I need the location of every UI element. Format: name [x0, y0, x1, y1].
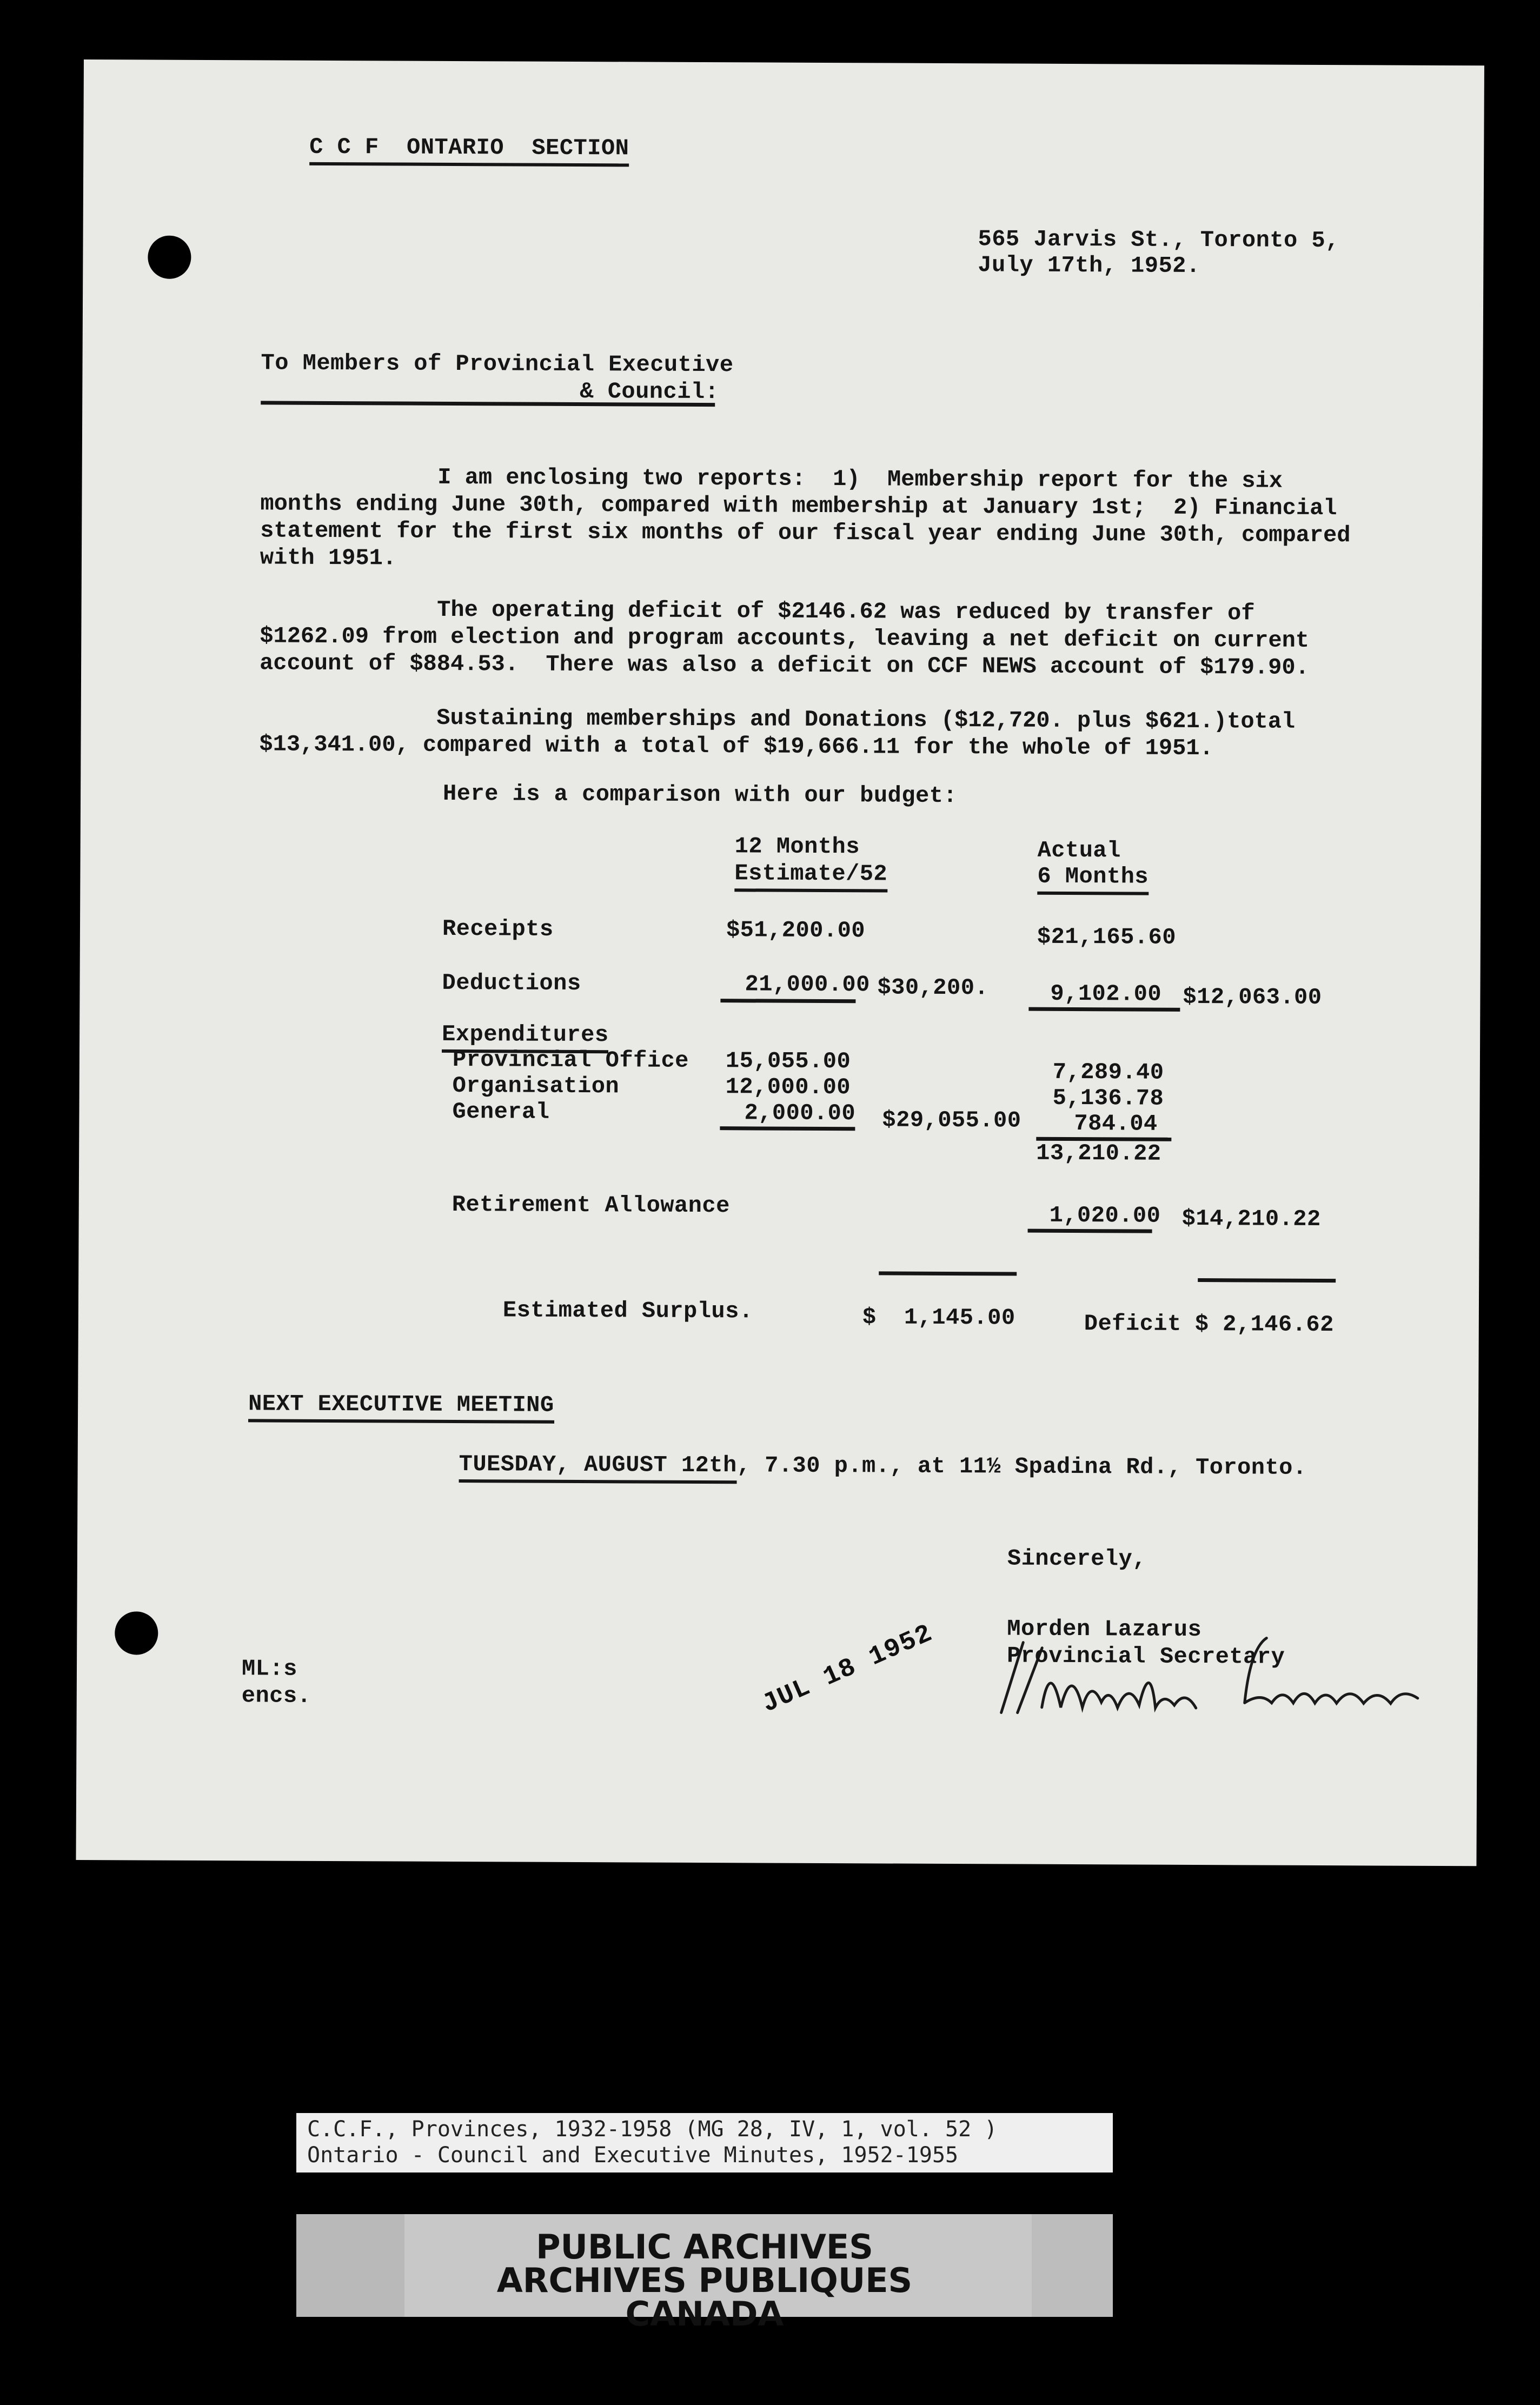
deductions-actual-underline — [1028, 1007, 1180, 1012]
deductions-estimate-net: $30,200. — [877, 974, 989, 1001]
deficit-label: Deficit — [1084, 1311, 1181, 1337]
retirement-label: Retirement Allowance — [452, 1191, 730, 1219]
col-estimate-heading1: 12 Months — [734, 833, 860, 860]
general-estimate: 2,000.00 — [744, 1100, 856, 1127]
deficit-rule — [1198, 1278, 1336, 1283]
paragraph-deficit — [260, 595, 1309, 681]
retirement-actual-underline — [1028, 1229, 1152, 1233]
prov-office-estimate: 15,055.00 — [725, 1048, 851, 1075]
salutation-line1: To Members of Provincial Executive — [261, 350, 734, 378]
paragraph-line: statement for the first six months of our fiscal year ending June 30th, compared — [260, 517, 1351, 549]
deductions-actual-net: $12,063.00 — [1183, 984, 1322, 1011]
paragraph-line: Sustaining memberships and Donations ($12,720. plus $621.)total — [259, 704, 1296, 735]
paragraph-line: $13,341.00, compared with a total of $19,666.11 for the whole of 1951. — [259, 731, 1213, 762]
general-actual: 784.04 — [1074, 1111, 1158, 1137]
deficit-value: $ 2,146.62 — [1194, 1311, 1334, 1338]
paragraph-line: with 1951. — [260, 544, 397, 572]
paragraph-reports — [260, 463, 1351, 576]
receipts-actual: $21,165.60 — [1037, 924, 1177, 951]
receipts-estimate: $51,200.00 — [726, 917, 866, 944]
retirement-actual: 1,020.00 — [1049, 1202, 1161, 1229]
archives-stamp-line1: PUBLIC ARCHIVES — [536, 2227, 873, 2267]
signer-title: Provincial Secretary — [1007, 1643, 1285, 1670]
archive-reference-line2: Ontario - Council and Executive Minutes, 1952-1955 — [307, 2143, 959, 2168]
paragraph-line: The operating deficit of $2146.62 was reduced by transfer of — [260, 596, 1255, 627]
expenditures-label — [442, 1021, 609, 1048]
closing-sincerely: Sincerely, — [1007, 1545, 1147, 1572]
letter-date: July 17th, 1952. — [978, 252, 1200, 280]
signer-name: Morden Lazarus — [1007, 1616, 1202, 1643]
organisation-actual: 5,136.78 — [1052, 1085, 1164, 1112]
general-estimate-underline — [720, 1126, 855, 1131]
section-heading — [254, 106, 629, 189]
archives-stamp-label — [296, 2214, 1113, 2334]
deductions-label: Deductions — [442, 969, 581, 997]
paragraph-line: I am enclosing two reports: 1) Membership report for the six — [260, 463, 1283, 494]
archive-reference-line1: C.C.F., Provinces, 1932-1958 (MG 28, IV, 1, vol. 52 ) — [307, 2117, 998, 2142]
meeting-date: TUESDAY, AUGUST 12th — [459, 1451, 737, 1484]
general-estimate-total: $29,055.00 — [882, 1107, 1021, 1134]
col-actual-heading2-text: 6 Months — [1037, 863, 1149, 895]
archives-stamp-line2: ARCHIVES PUBLIQUES — [496, 2261, 913, 2300]
expenditures-label-text: Expenditures — [442, 1021, 609, 1053]
deductions-estimate-underline — [720, 999, 855, 1003]
general-label: General — [452, 1098, 550, 1125]
col-estimate-heading2-text: Estimate/52 — [734, 860, 887, 892]
col-actual-heading1: Actual — [1037, 837, 1121, 864]
section-heading-text: C C F ONTARIO SECTION — [309, 134, 629, 167]
initials: ML:s — [241, 1656, 297, 1682]
letter-page — [76, 59, 1484, 1866]
deductions-estimate: 21,000.00 — [745, 971, 870, 998]
prov-office-actual: 7,289.40 — [1052, 1059, 1164, 1086]
paragraph-line: $1262.09 from election and program accounts, leaving a net deficit on current — [260, 623, 1310, 654]
deductions-actual: 9,102.00 — [1050, 980, 1162, 1007]
subtotal-actual: 13,210.22 — [1036, 1140, 1161, 1167]
meeting-heading — [248, 1390, 554, 1418]
surplus-value: $ 1,145.00 — [862, 1304, 1015, 1331]
enclosures: encs. — [241, 1683, 311, 1709]
address-line: 565 Jarvis St., Toronto 5, — [978, 226, 1339, 254]
organisation-label: Organisation — [452, 1072, 620, 1100]
salutation-line2: & Council: — [580, 378, 719, 406]
meeting-time-place: , 7.30 p.m., at 11½ Spadina Rd., Toronto. — [736, 1452, 1307, 1481]
archives-stamp-line3: CANADA — [625, 2294, 784, 2334]
receipts-label: Receipts — [442, 915, 554, 942]
paragraph-memberships — [259, 703, 1295, 762]
punch-hole — [148, 236, 191, 279]
organisation-estimate: 12,000.00 — [725, 1074, 851, 1101]
meeting-details — [459, 1451, 1307, 1481]
surplus-rule — [879, 1271, 1017, 1275]
retirement-total: $14,210.22 — [1181, 1205, 1321, 1233]
paragraph-line: account of $884.53. There was also a deficit on CCF NEWS account of $179.90. — [260, 650, 1309, 681]
prov-office-label: Provincial Office — [452, 1046, 689, 1074]
col-estimate-heading2 — [734, 860, 887, 887]
received-date-stamp: JUL 18 1952 — [758, 1618, 938, 1719]
surplus-label: Estimated Surplus. — [502, 1297, 753, 1325]
punch-hole — [115, 1611, 158, 1655]
paragraph-line: months ending June 30th, compared with membership at January 1st; 2) Financial — [260, 490, 1337, 522]
archive-reference-label — [296, 2113, 1113, 2173]
budget-intro: Here is a comparison with our budget: — [442, 780, 958, 809]
col-actual-heading2 — [1037, 863, 1149, 891]
meeting-heading-text: NEXT EXECUTIVE MEETING — [248, 1391, 554, 1423]
